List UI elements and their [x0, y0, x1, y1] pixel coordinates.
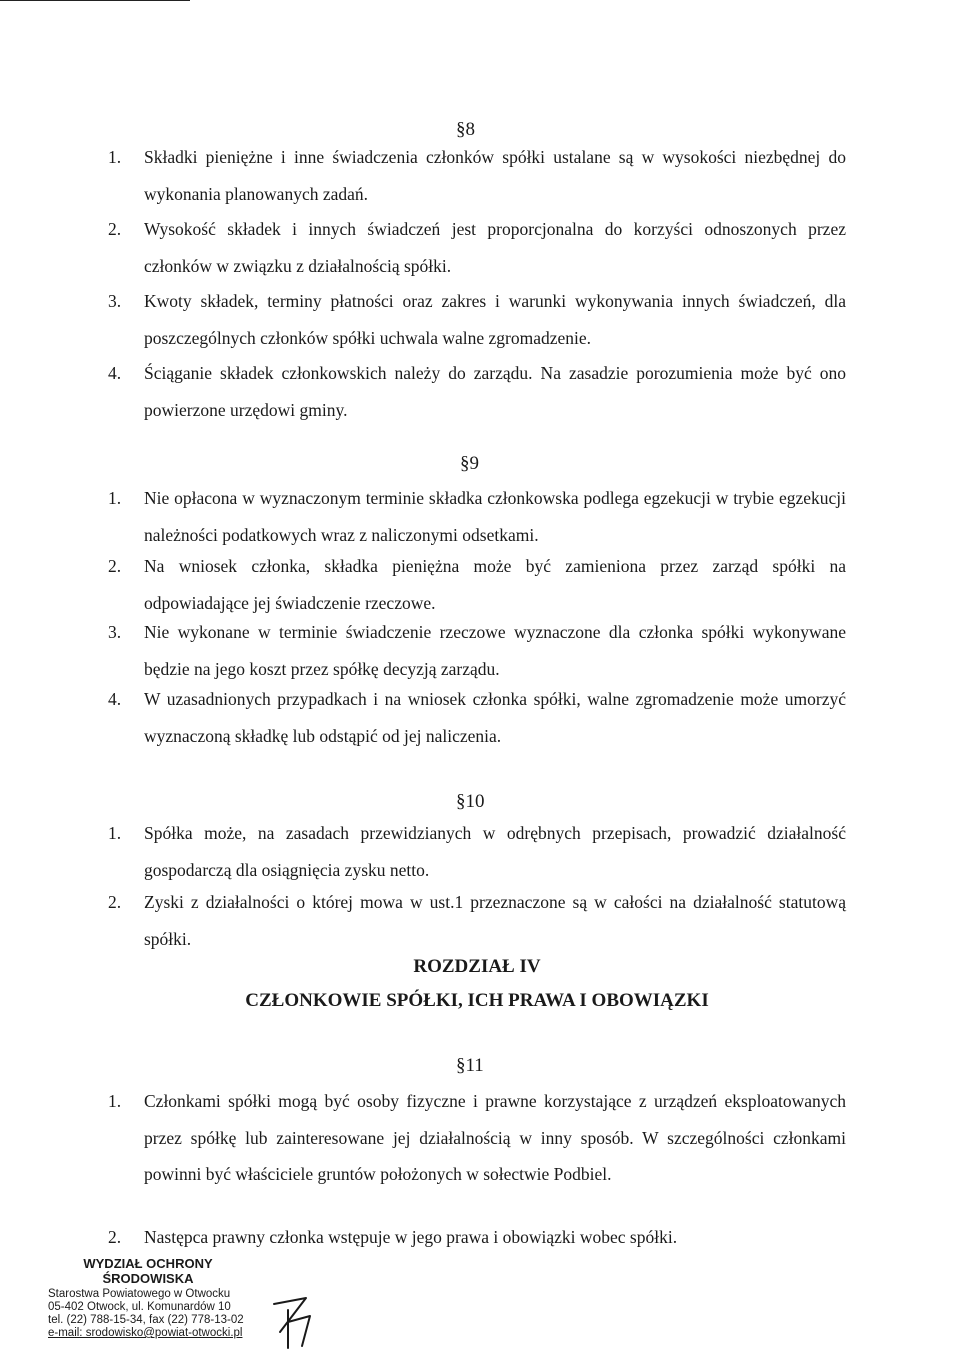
item-number: 1. [108, 823, 122, 843]
list-item [108, 614, 846, 687]
item-text: Zyski z działalności o której mowa w ust.1 przeznaczone są w całości na działalność statutową spółki. [144, 892, 846, 949]
scan-edge-line [0, 0, 190, 1]
section-mark-11: §11 [456, 1055, 484, 1076]
list-item [108, 1083, 846, 1193]
item-number: 3. [108, 622, 122, 642]
stamp-line: WYDZIAŁ OCHRONY [83, 1256, 213, 1271]
stamp-line: ŚRODOWISKA [102, 1271, 194, 1286]
item-number: 2. [108, 219, 122, 239]
item-number: 1. [108, 488, 122, 508]
item-text: Spółka może, na zasadach przewidzianych w odrębnych przepisach, prowadzić działalność gospodarczą dla osiągnięcia zysku netto. [144, 823, 846, 880]
chapter-subtitle: CZŁONKOWIE SPÓŁKI, ICH PRAWA I OBOWIĄZKI [245, 990, 709, 1011]
item-text: Następca prawny członka wstępuje w jego prawa i obowiązki wobec spółki. [144, 1227, 678, 1247]
item-text: Na wniosek członka, składka pieniężna może być zamieniona przez zarząd spółki na odpowiadające jej świadczenie rzeczowe. [144, 556, 846, 613]
section-mark-9: §9 [460, 453, 479, 474]
item-number: 1. [108, 1091, 122, 1111]
section-mark-8: §8 [456, 119, 475, 140]
list-item [108, 815, 846, 888]
list-item [108, 548, 846, 621]
stamp-line: e-mail: srodowisko@powiat-otwocki.pl [48, 1327, 243, 1339]
item-text: Kwoty składek, terminy płatności oraz zakres i warunki wykonywania innych świadczeń, dla poszczególnych członków spółki uchwala walne zgromadzenie. [144, 291, 846, 348]
item-text: Wysokość składek i innych świadczeń jest proporcjonalna do korzyści odnoszonych przez członków w związku z działalnością spółki. [144, 219, 846, 276]
item-text: Członkami spółki mogą być osoby fizyczne i prawne korzystające z urządzeń eksploatowanych przez spółkę lub zainteresowane jej działalnością w inny sposób. W szczególności członkami powinni być właściciele gruntów położonych w sołectwie Podbiel. [144, 1091, 846, 1184]
item-text: W uzasadnionych przypadkach i na wniosek członka spółki, walne zgromadzenie może umorzyć wyznaczoną składkę lub odstąpić od jej naliczenia. [144, 689, 846, 746]
list-item [108, 139, 846, 212]
list-item [108, 283, 846, 356]
list-item [108, 480, 846, 553]
handwritten-signature [266, 1292, 326, 1352]
list-item [108, 355, 846, 428]
list-item [108, 211, 846, 284]
item-text: Ściąganie składek członkowskich należy do zarządu. Na zasadzie porozumienia może być ono powierzone urzędowi gminy. [144, 363, 846, 420]
item-number: 2. [108, 556, 122, 576]
item-number: 2. [108, 892, 122, 912]
item-number: 4. [108, 689, 122, 709]
item-number: 2. [108, 1227, 122, 1247]
stamp-line: Starostwa Powiatowego w Otwocku [48, 1288, 231, 1300]
list-item [108, 1219, 846, 1256]
item-number: 4. [108, 363, 122, 383]
list-item [108, 681, 846, 754]
stamp-line: tel. (22) 788-15-34, fax (22) 778-13-02 [48, 1314, 244, 1326]
chapter-title: ROZDZIAŁ IV [413, 956, 541, 977]
item-text: Nie wykonane w terminie świadczenie rzeczowe wyznaczone dla członka spółki wykonywane będzie na jego koszt przez spółkę decyzją zarządu. [144, 622, 846, 679]
item-text: Nie opłacona w wyznaczonym terminie składka członkowska podlega egzekucji w trybie egzekucji należności podatkowych wraz z naliczonymi odsetkami. [144, 488, 846, 545]
item-number: 3. [108, 291, 122, 311]
stamp-line: 05-402 Otwock, ul. Komunardów 10 [48, 1301, 231, 1313]
list-item [108, 884, 846, 957]
section-mark-10: §10 [456, 791, 485, 812]
item-text: Składki pieniężne i inne świadczenia członków spółki ustalane są w wysokości niezbędnej do wykonania planowanych zadań. [144, 147, 846, 204]
item-number: 1. [108, 147, 122, 167]
